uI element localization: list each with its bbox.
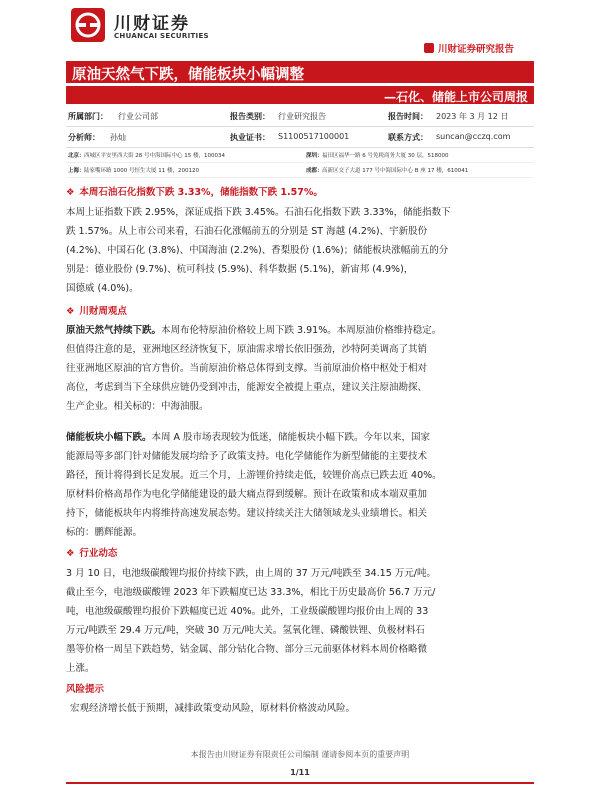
section-heading-index [66,184,323,198]
address-row-1 [66,148,534,163]
text-line: 但值得注意的是，亚洲地区经济恢复下，原油需求增长依旧强劲，沙特阿美调高了其销 [66,344,428,355]
addr3-value: 陆家嘴环路 1000 号恒生大厦 11 楼，200120 [84,168,199,174]
report-tag-icon [424,43,434,53]
section-heading-views [66,303,127,317]
meta-row-1 [66,106,534,127]
section-heading-news-text: 行业动态 [79,548,118,559]
report-meta [66,106,534,178]
type-value: 行业研究报告 [278,112,326,121]
logo-text-en: CHUANCAI SECURITIES [114,32,209,40]
text-line: 生产企业。相关标的：中海油服。 [66,401,209,412]
logo-icon [71,8,105,42]
addr1-value: 西城区平安里西大街 28 号中海国际中心 15 楼，100034 [84,153,225,159]
diamond-icon: ❖ [66,548,75,559]
text-line: 吨，电池级碳酸锂均报价下跌幅度已近 40%。此外，工业级碳酸锂均报价由上周的 33 [66,606,429,617]
text-line: 墨等价格一周呈下跌趋势，钴金属、部分钴化合物、部分三元前驱体材料本周价格略微 [66,644,428,655]
logo-text-cn: 川财证券 [114,14,190,34]
text-line: 往亚洲地区原油的官方售价。当前原油价格总体得到支撑。当前原油价格中枢处于相对 [66,363,428,374]
risk-heading: 风险提示 [66,684,105,695]
oil-gas-paragraph [66,321,534,416]
news-paragraph [66,564,534,678]
page-title: 原油天然气下跌，储能板块小幅调整 [72,67,304,83]
logo-mark [71,8,105,42]
text-line: 跌 1.57%。从上市公司来看，石油石化涨幅前五的分别是 ST 海越 (4.2%)、宇新股份 [66,226,428,237]
section-heading-index-text: 本周石油石化指数下跌 3.33%，储能指数下跌 1.57%。 [79,187,323,198]
type-label: 报告类别： [230,112,270,121]
addr4-label: 成都： [306,168,323,174]
text-line: 本周布伦特原油价格较上周下跌 3.91%。本周原油价格维持稳定。 [161,325,442,336]
text-line: 持下，储能板块年内将维持高速发展态势。建议持续关注大储领域龙头业绩增长。相关 [66,508,428,519]
storage-paragraph [66,428,534,542]
text-line: 别是：德业股份 (9.7%)、杭可科技 (5.9%)、科华数据 (5.1%)，新宙邦 (4.9%)， [66,264,414,275]
analyst-label: 分析师： [68,133,100,142]
diamond-icon: ❖ [66,306,75,317]
text-line: 3 月 10 日，电池级碳酸锂均报价持续下跌，由上周的 37 万元/吨跌至 34.15 万元/吨。 [66,568,436,579]
address-row-2 [66,163,534,178]
contact-label: 联系方式： [388,133,428,142]
meta-row-2 [66,127,534,148]
text-line: 万元/吨跌至 29.4 万元/吨，突破 30 万元/吨大关。氢氧化锂、磷酸铁锂、负极材料石 [66,625,425,636]
footer-disclaimer: 本报告由川财证券有限责任公司编制 谨请参阅本页的重要声明 [190,750,410,759]
text-line: 标的：鹏辉能源。 [66,527,143,538]
section-heading-views-text: 川财周观点 [79,306,127,317]
page-number: 1/11 [290,768,310,777]
text-line: 能源局等多部门针对储能发展均给予了政策支持。电化学储能作为新型储能的主要技术 [66,451,428,462]
addr2-value: 福田区福华一路 6 号免税商务大厦 30 层，518000 [322,153,449,159]
text-line: 宏观经济增长低于预期，减排政策变动风险，原材料价格波动风险。 [70,703,356,714]
subtitle-bar [66,86,534,104]
index-paragraph [66,203,534,298]
text-line: 上涨。 [66,663,95,674]
report-tag-label: 川财证券研究报告 [438,44,515,55]
text-line: 本周上证指数下跌 2.95%，深证成指下跌 3.45%。石油石化指数下跌 3.33%，储能指数下 [66,207,451,218]
diamond-icon: ❖ [66,187,75,198]
text-line: 截止至今，电池级碳酸锂 2023 年下跌幅度已达 33.3%，相比于历史最高价 56.7 万元/ [66,587,436,598]
section-heading-news [66,545,117,559]
text-line: 国德威 (4.0%)。 [66,283,139,294]
cert-label: 执业证书： [230,133,270,142]
page-subtitle: —石化、储能上市公司周报 [383,90,528,104]
text-line: 路径，预计将得到长足发展。近三个月，上游锂价持续走低，较锂价高点已跌去近 40%。 [66,470,442,481]
date-value: 2023 年 3 月 12 日 [436,112,509,121]
addr3-label: 上海： [68,168,85,174]
storage-lead: 储能板块小幅下跌。 [66,432,152,443]
text-line: 高位，考虑到当下全球供应链仍受到冲击，能源安全被提上重点，建议关注原油勘探、 [66,382,428,393]
addr4-value: 高新区交子大道 177 号中海国际中心 B 座 17 楼，610041 [322,168,469,174]
title-bar [66,61,534,83]
dept-value: 行业公司部 [118,112,158,121]
report-tag [424,41,532,55]
oil-gas-lead: 原油天然气持续下跌。 [66,325,162,336]
text-line: 原材料价格高昂作为电化学储能建设的最大痛点得到缓解。预计在政策和成本端双重加 [66,489,428,500]
analyst-value: 孙灿 [110,133,126,142]
addr2-label: 深圳： [306,153,323,159]
cert-value: S1100517100001 [278,132,350,141]
contact-value[interactable]: suncan@cczq.com [436,132,511,141]
footer-rule [66,782,534,784]
risk-text [70,699,538,718]
dept-label: 所属部门： [68,112,108,121]
text-line: (4.2%)、中国石化 (3.8%)、中国海油 (2.2%)、香梨股份 (1.6%)；储能板块涨幅前五的分 [66,245,449,256]
addr1-label: 北京： [68,153,85,159]
text-line: 本周 A 股市场表现较为低迷，储能板块小幅下跌。今年以来，国家 [151,432,431,443]
date-label: 报告时间： [388,112,428,121]
